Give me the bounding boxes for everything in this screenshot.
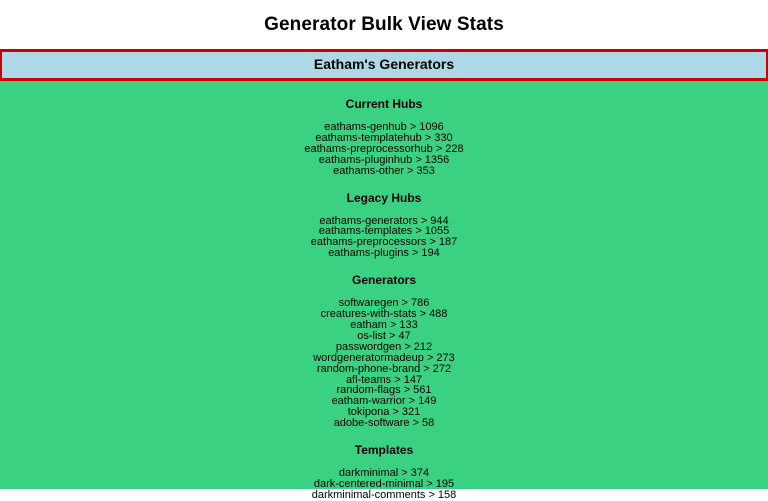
stat-item: eathams-plugins > 194 (328, 247, 440, 260)
stat-item: eatham-warrior > 149 (331, 395, 437, 408)
stat-item: eathams-generators > 944 (319, 214, 449, 227)
stat-item: random-phone-brand > 272 (316, 362, 452, 375)
stat-item: softwaregen > 786 (338, 297, 430, 310)
section-heading: Templates (354, 443, 414, 458)
page-title: Generator Bulk View Stats (0, 0, 768, 49)
stat-item: eathams-preprocessors > 187 (310, 236, 458, 249)
section-heading: Legacy Hubs (346, 190, 422, 205)
stat-item: eathams-templates > 1055 (318, 225, 450, 238)
stat-item: random-flags > 561 (336, 384, 432, 397)
stat-item: eathams-other > 353 (333, 164, 435, 177)
stats-section (0, 259, 768, 429)
stat-list (0, 290, 768, 429)
stats-body (0, 81, 768, 501)
stat-item: eatham > 133 (350, 318, 418, 331)
stat-item: eathams-pluginhub > 1356 (318, 153, 450, 166)
stat-item: dark-centered-minimal > 195 (313, 477, 455, 490)
stat-item: darkminimal > 374 (338, 467, 430, 480)
stat-list (0, 114, 768, 177)
stat-item: passwordgen > 212 (335, 340, 433, 353)
section-heading: Current Hubs (345, 97, 423, 111)
stat-item: eathams-templatehub > 330 (315, 131, 453, 144)
stat-item: wordgeneratormadeup > 273 (313, 351, 455, 364)
generators-banner (0, 49, 768, 81)
stat-item: creatures-with-stats > 488 (320, 308, 448, 321)
stat-list (0, 460, 768, 501)
section-heading: Generators (351, 273, 417, 288)
stat-item: afl-teams > 147 (345, 373, 423, 386)
stat-item: tokipona > 321 (347, 406, 421, 419)
stats-section (0, 177, 768, 260)
banner-title: Eatham's Generators (313, 56, 455, 72)
stat-item: eathams-preprocessorhub > 228 (304, 142, 464, 155)
stat-item: eathams-genhub > 1096 (324, 121, 444, 133)
stat-item: darkminimal-comments > 158 (311, 488, 457, 501)
stat-list (0, 208, 768, 260)
stat-item: adobe-software > 58 (333, 417, 435, 430)
stats-sections (0, 97, 768, 501)
stat-item: os-list > 47 (357, 329, 411, 342)
stats-section (0, 97, 768, 177)
stats-section (0, 429, 768, 501)
